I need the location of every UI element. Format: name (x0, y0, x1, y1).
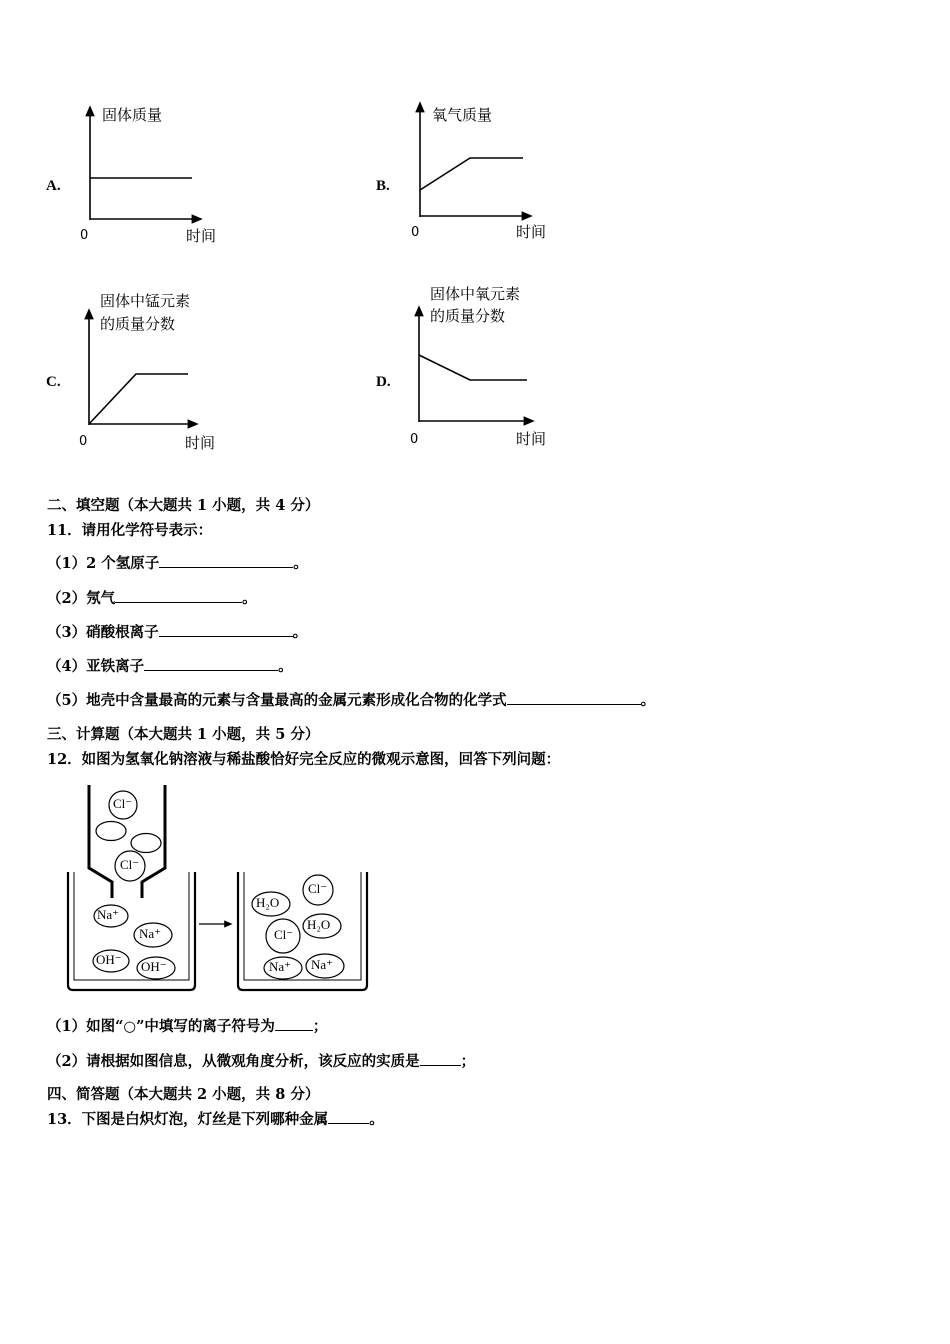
q12-sub-2-end: ； (460, 1053, 476, 1070)
q13-text: 13．下图是白炽灯泡，灯丝是下列哪种金属 (47, 1111, 329, 1128)
graph-b-x-label: 时间 (516, 223, 547, 241)
graph-c-origin: 0 (79, 434, 88, 449)
q12-sub-1-text: （1）如图“○”中填写的离子符号为 (47, 1018, 275, 1035)
label-cl-1: Cl⁻ (113, 796, 133, 811)
option-d-label: D. (376, 374, 391, 390)
graph-c-x-label: 时间 (185, 434, 216, 452)
q12-sub-2 (47, 1050, 475, 1071)
q11-item-3-end: 。 (292, 624, 308, 641)
q12-sub-1-end: ； (312, 1018, 328, 1035)
ion-circle-blank-1 (96, 822, 126, 841)
label-cl-2: Cl⁻ (120, 857, 140, 872)
graph-a-x-label: 时间 (186, 227, 217, 245)
question-11: 11．请用化学符号表示： (47, 522, 213, 539)
label-h2o-2: H₂O (307, 917, 331, 932)
left-beaker (68, 872, 195, 990)
left-beaker-inner (74, 872, 189, 980)
graph-b-y-label: 氧气质量 (432, 106, 493, 124)
q11-item-4-text: （4）亚铁离子 (47, 658, 145, 675)
q11-item-5-end: 。 (640, 692, 656, 709)
graph-a-y-label: 固体质量 (102, 106, 163, 124)
label-na-2: Na⁺ (139, 926, 162, 941)
graph-d-x-label: 时间 (516, 430, 547, 448)
q12-sub-1-blank[interactable] (275, 1017, 313, 1031)
graph-d-origin: 0 (410, 432, 419, 447)
q11-item-1-end: 。 (293, 555, 308, 572)
section4-heading: 四、简答题（本大题共 2 小题，共 8 分） (47, 1086, 320, 1103)
graph-d-y-label-line2: 的质量分数 (430, 307, 506, 325)
graph-d-y-label-line1: 固体中氧元素 (430, 285, 521, 303)
label-h2o-1: H₂O (256, 895, 280, 910)
section3-heading: 三、计算题（本大题共 1 小题，共 5 分） (47, 726, 320, 743)
label-oh-2: OH⁻ (141, 959, 167, 974)
graph-c-y-label-line1: 固体中锰元素 (100, 292, 191, 310)
q11-item-1-text: （1）2 个氢原子 (47, 555, 160, 572)
label-oh-1: OH⁻ (96, 952, 122, 967)
q12-sub-2-blank[interactable] (420, 1052, 461, 1066)
dropper-left-wall (89, 785, 112, 898)
option-b-label: B. (376, 178, 390, 194)
q13-blank[interactable] (328, 1110, 369, 1124)
option-a-label: A. (46, 178, 61, 194)
graph-c-y-label-line2: 的质量分数 (100, 315, 176, 333)
q11-item-2-end: 。 (242, 590, 257, 607)
graph-a-origin: 0 (80, 228, 89, 243)
q13-end: 。 (369, 1111, 384, 1128)
q11-item-4-end: 。 (278, 658, 293, 675)
question-12: 12．如图为氢氧化钠溶液与稀盐酸恰好完全反应的微观示意图，回答下列问题： (47, 751, 561, 768)
label-na-4: Na⁺ (311, 957, 334, 972)
section2-heading: 二、填空题（本大题共 1 小题，共 4 分） (47, 497, 320, 514)
label-cl-3: Cl⁻ (308, 881, 328, 896)
graph-b-origin: 0 (411, 225, 420, 240)
question-13 (47, 1108, 384, 1129)
ion-circle-blank-2 (131, 834, 161, 853)
dropper-right-wall (142, 785, 165, 898)
q11-item-3-text: （3）硝酸根离子 (47, 624, 159, 641)
q11-item-5-text: （5）地壳中含量最高的元素与含量最高的金属元素形成化合物的化学式 (47, 692, 507, 709)
q11-item-2-text: （2）氖气 (47, 590, 116, 607)
label-na-3: Na⁺ (269, 959, 292, 974)
q12-sub-2-text: （2）请根据如图信息，从微观角度分析，该反应的实质是 (47, 1053, 420, 1070)
label-na-1: Na⁺ (97, 907, 120, 922)
option-c-label: C. (46, 374, 61, 390)
q12-sub-1 (47, 1015, 327, 1036)
label-cl-4: Cl⁻ (274, 927, 294, 942)
